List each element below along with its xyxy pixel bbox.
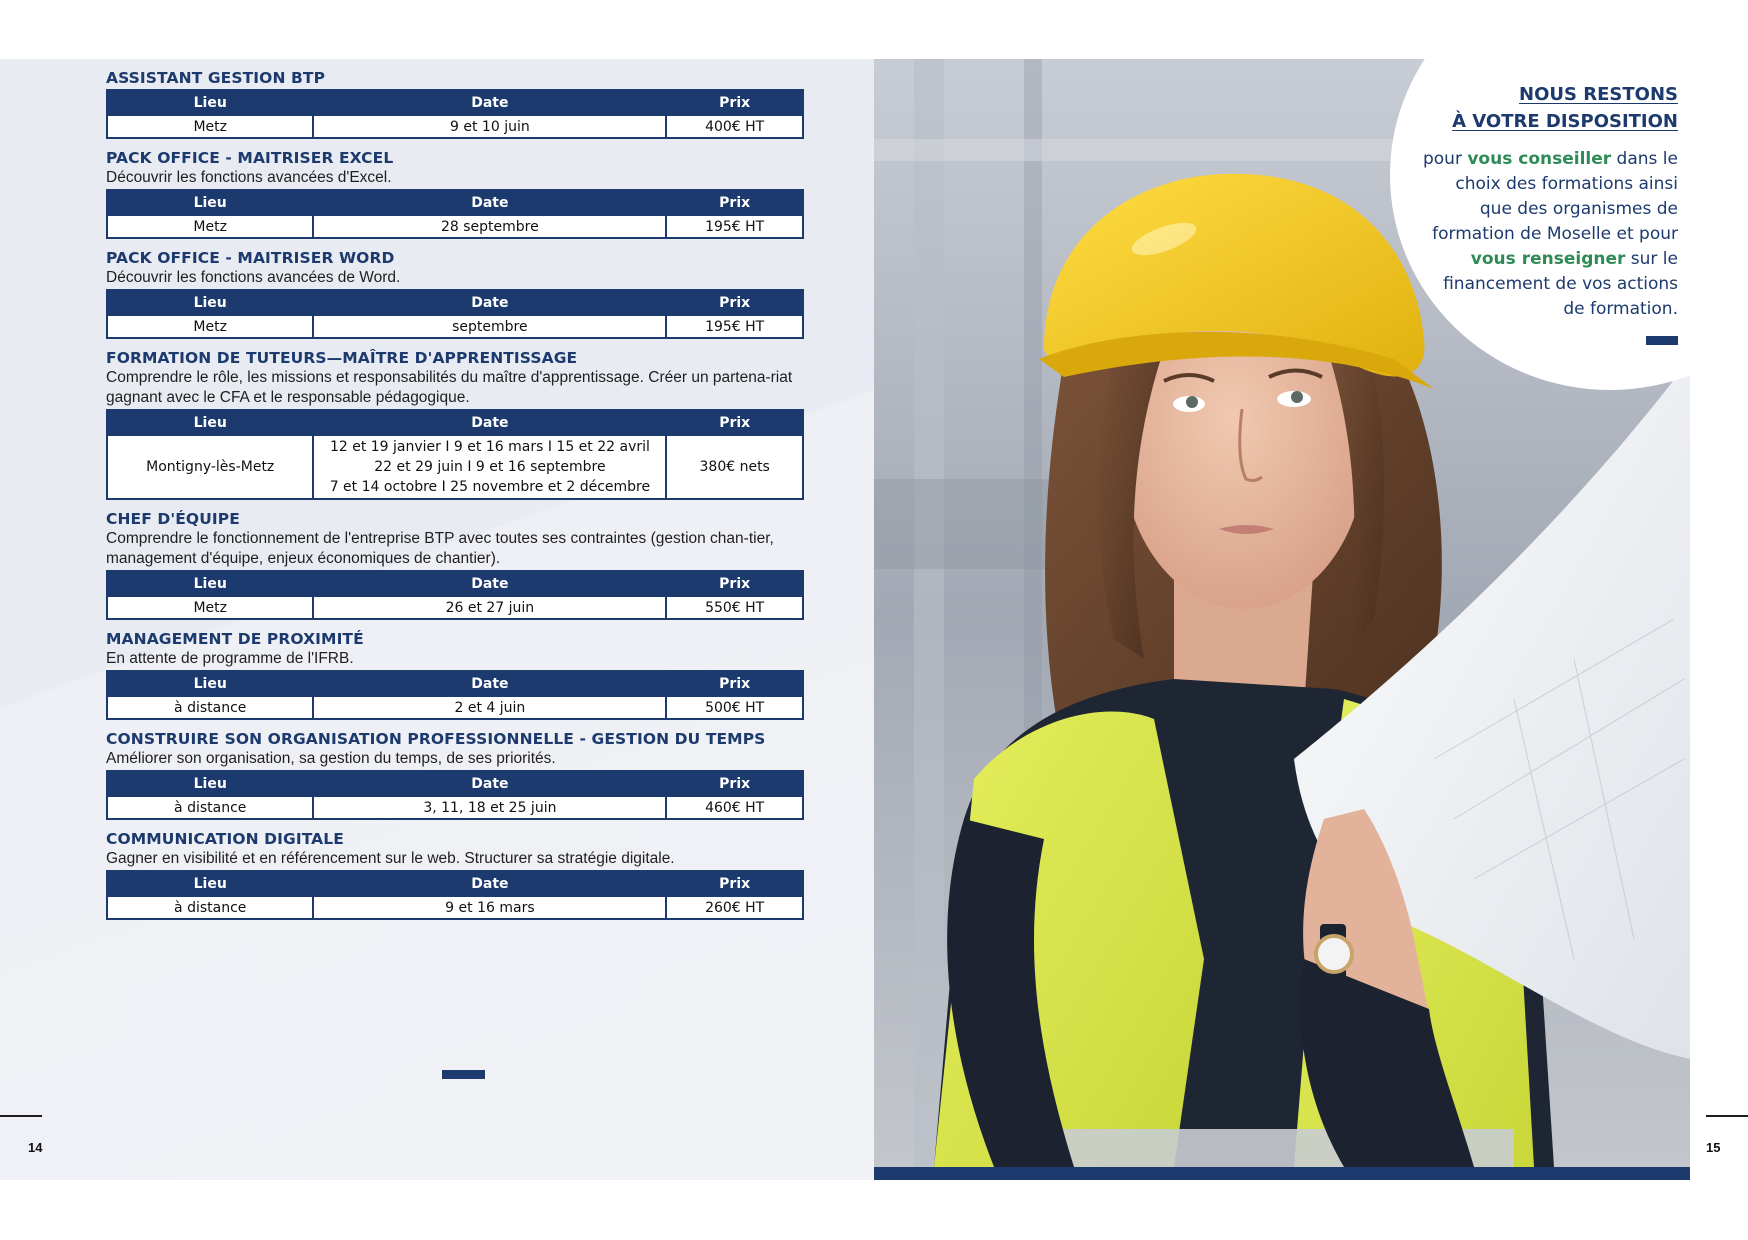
info-title-line2: À VOTRE DISPOSITION [1452,111,1678,132]
page-rule-left [0,1115,42,1117]
cell-prix: 195€ HT [666,215,803,238]
body-text: sur le financement de vos actions de formation. [1443,249,1678,319]
date-line: 2 et 4 juin [454,699,526,716]
column-header: Lieu [107,671,313,696]
cell-date [313,796,666,819]
decorative-bar-right [1646,336,1678,345]
info-title [1420,81,1678,135]
column-header: Date [313,90,666,115]
schedule-table [106,670,804,720]
date-line: 22 et 29 juin I 9 et 16 septembre [374,459,606,475]
column-header: Prix [666,771,803,796]
cell-date [313,215,666,238]
training-section [106,68,806,139]
cell-lieu: à distance [107,796,313,819]
date-line: 3, 11, 18 et 25 juin [423,799,557,816]
column-header: Prix [666,410,803,435]
column-header: Prix [666,571,803,596]
decorative-bar [442,1070,485,1079]
cell-lieu: Metz [107,115,313,138]
training-section [106,148,806,239]
column-header: Lieu [107,410,313,435]
training-section [106,829,806,920]
cell-lieu: à distance [107,896,313,919]
section-title: ASSISTANT GESTION BTP [106,69,326,87]
date-line: 7 et 14 octobre I 25 novembre et 2 décembre [329,479,651,495]
cell-date [313,896,666,919]
table-row [107,435,803,499]
section-description: Comprendre le fonctionnement de l'entreprise BTP avec toutes ses contraintes (gestion chan-tier, management d'équipe, enjeux économiques de chantier). [106,530,774,567]
cell-lieu: Montigny-lès-Metz [107,435,313,499]
section-title: COMMUNICATION DIGITALE [106,830,344,848]
table-row [107,696,803,719]
cell-prix: 400€ HT [666,115,803,138]
cell-date [313,696,666,719]
table-row [107,315,803,338]
highlight-text: vous renseigner [1470,249,1626,269]
section-description: En attente de programme de l'IFRB. [106,650,354,667]
table-row [107,215,803,238]
section-description: Comprendre le rôle, les missions et responsabilités du maître d'apprentissage. Créer un partena-riat gagnant avec le CFA et le responsable pédagogique. [106,369,793,406]
section-title: CONSTRUIRE SON ORGANISATION PROFESSIONNELLE - GESTION DU TEMPS [106,730,766,748]
schedule-table [106,409,804,500]
cell-lieu: Metz [107,596,313,619]
section-description: Gagner en visibilité et en référencement sur le web. Structurer sa stratégie digitale. [106,850,675,867]
schedule-table [106,89,804,139]
cell-prix: 500€ HT [666,696,803,719]
column-header: Date [313,571,666,596]
cell-lieu: Metz [107,215,313,238]
table-row [107,115,803,138]
section-title: PACK OFFICE - MAITRISER WORD [106,249,395,267]
column-header: Date [313,671,666,696]
column-header: Prix [666,290,803,315]
date-line: 26 et 27 juin [445,599,535,616]
cell-date [313,315,666,338]
cell-prix: 380€ nets [666,435,803,499]
cell-prix: 550€ HT [666,596,803,619]
schedule-table [106,870,804,920]
cell-prix: 260€ HT [666,896,803,919]
training-section [106,729,806,820]
column-header: Prix [666,871,803,896]
body-text: dans le choix des formations ainsi que des organismes de formation de Moselle et pour [1432,149,1678,244]
body-text: pour [1422,149,1468,169]
page-number-left: 14 [28,1140,43,1155]
date-line: 9 et 10 juin [450,118,530,135]
section-title: FORMATION DE TUTEURS—MAÎTRE D'APPRENTISSAGE [106,349,578,367]
section-title: CHEF D'ÉQUIPE [106,510,240,528]
column-header: Date [313,771,666,796]
date-line: 28 septembre [440,218,539,235]
cell-date [313,435,666,499]
schedule-table [106,189,804,239]
column-header: Lieu [107,90,313,115]
cell-date [313,596,666,619]
training-section [106,348,806,500]
column-header: Prix [666,90,803,115]
cell-prix: 195€ HT [666,315,803,338]
section-title: PACK OFFICE - MAITRISER EXCEL [106,149,394,167]
page-rule-right [1706,1115,1748,1117]
section-title: MANAGEMENT DE PROXIMITÉ [106,630,364,648]
section-description: Améliorer son organisation, sa gestion du temps, de ses priorités. [106,750,556,767]
schedule-table [106,570,804,620]
page-number-right: 15 [1706,1140,1721,1155]
column-header: Date [313,290,666,315]
contact-info [1420,81,1678,322]
date-line: septembre [452,318,528,335]
table-row [107,596,803,619]
bottom-stripe [874,1167,1690,1180]
section-description: Découvrir les fonctions avancées de Word. [106,269,401,286]
info-title-line1: NOUS RESTONS [1519,84,1678,105]
column-header: Prix [666,671,803,696]
column-header: Lieu [107,571,313,596]
info-body [1420,147,1678,322]
column-header: Date [313,410,666,435]
column-header: Lieu [107,771,313,796]
column-header: Lieu [107,290,313,315]
cell-lieu: à distance [107,696,313,719]
column-header: Date [313,871,666,896]
highlight-text: vous conseiller [1467,149,1612,169]
schedule-table [106,770,804,820]
cell-lieu: Metz [107,315,313,338]
schedule-table [106,289,804,339]
table-row [107,796,803,819]
date-line: 9 et 16 mars [445,899,535,916]
table-row [107,896,803,919]
section-description: Découvrir les fonctions avancées d'Excel. [106,169,392,186]
training-section [106,629,806,720]
column-header: Lieu [107,871,313,896]
training-list [106,68,806,929]
column-header: Lieu [107,190,313,215]
training-section [106,248,806,339]
column-header: Date [313,190,666,215]
cell-prix: 460€ HT [666,796,803,819]
cell-date [313,115,666,138]
training-section [106,509,806,620]
date-line: 12 et 19 janvier I 9 et 16 mars I 15 et 22 avril [329,439,650,455]
column-header: Prix [666,190,803,215]
